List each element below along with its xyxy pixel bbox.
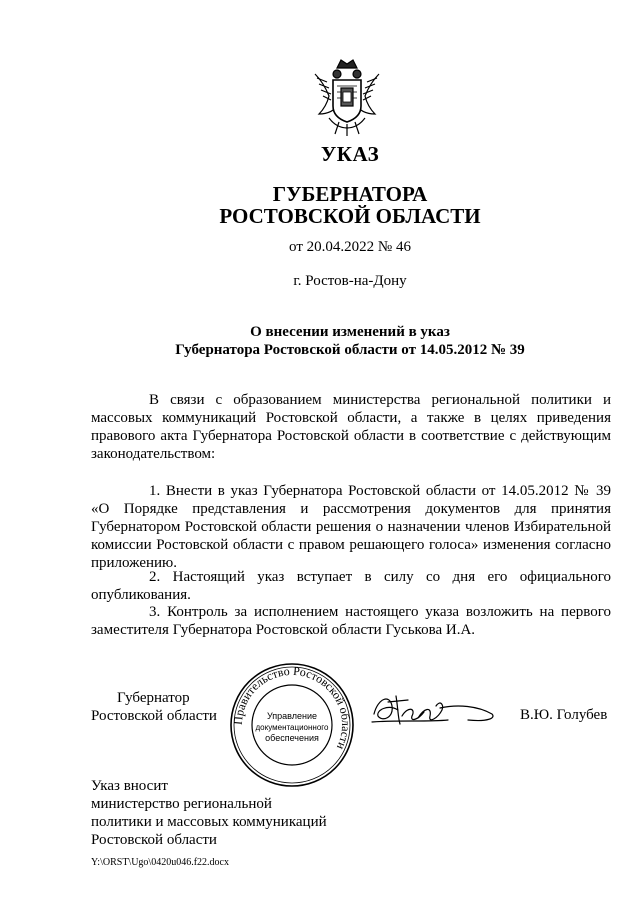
stamp-ring-text: Правительство Ростовской области [230, 663, 354, 752]
document-type-title: УКАЗ [320, 142, 380, 166]
stamp-center-line-2: документационного [255, 723, 329, 732]
handwritten-signature-icon [368, 688, 500, 732]
city: г. Ростов-на-Дону [293, 273, 407, 289]
date-and-number: от 20.04.2022 № 46 [289, 239, 411, 255]
clause-1: 1. Внести в указ Губернатора Ростовской области от 14.05.2012 № 39 «О Порядке представления и рассмотрения документов для принятия Губернатором Ростовской области решения о назначении членов Избирательной комиссии Ростовской области с правом решающего голоса» изменения согласно приложению. [91, 483, 611, 571]
introduced-by-line-2: министерство региональной [91, 796, 272, 812]
clause-2: 2. Настоящий указ вступает в силу со дня его официального опубликования. [91, 569, 611, 603]
issuer-line-2: РОСТОВСКОЙ ОБЛАСТИ [219, 204, 481, 228]
signatory-position-line-2: Ростовской области [91, 708, 217, 724]
stamp-center-line-3: обеспечения [265, 733, 319, 743]
subject-line-1: О внесении изменений в указ [250, 324, 450, 340]
issuer-line-1: ГУБЕРНАТОРА [272, 182, 428, 206]
introduced-by-block [91, 777, 327, 849]
signatory-name: В.Ю. Голубев [520, 707, 608, 723]
clause-3: 3. Контроль за исполнением настоящего указа возложить на первого заместителя Губернатора Ростовской области Гуськова И.А. [91, 604, 611, 638]
file-path: Y:\ORST\Ugo\0420u046.f22.docx [91, 857, 229, 868]
introduced-by-line-1: Указ вносит [91, 778, 168, 794]
coat-of-arms-icon [311, 56, 383, 138]
stamp-center-line-1: Управление [266, 711, 318, 721]
subject-line-2: Губернатора Ростовской области от 14.05.2012 № 39 [175, 342, 525, 358]
introduced-by-line-4: Ростовской области [91, 832, 217, 848]
official-stamp-icon [228, 661, 356, 789]
signatory-position-line-1: Губернатор [117, 690, 190, 706]
introduced-by-line-3: политики и массовых коммуникаций [91, 814, 327, 830]
signatory-position [91, 689, 217, 725]
preamble-paragraph: В связи с образованием министерства региональной политики и массовых коммуникаций Ростовской области, а также в целях приведения правового акта Губернатора Ростовской области в соответствие с действующим законодательством: [91, 392, 611, 462]
